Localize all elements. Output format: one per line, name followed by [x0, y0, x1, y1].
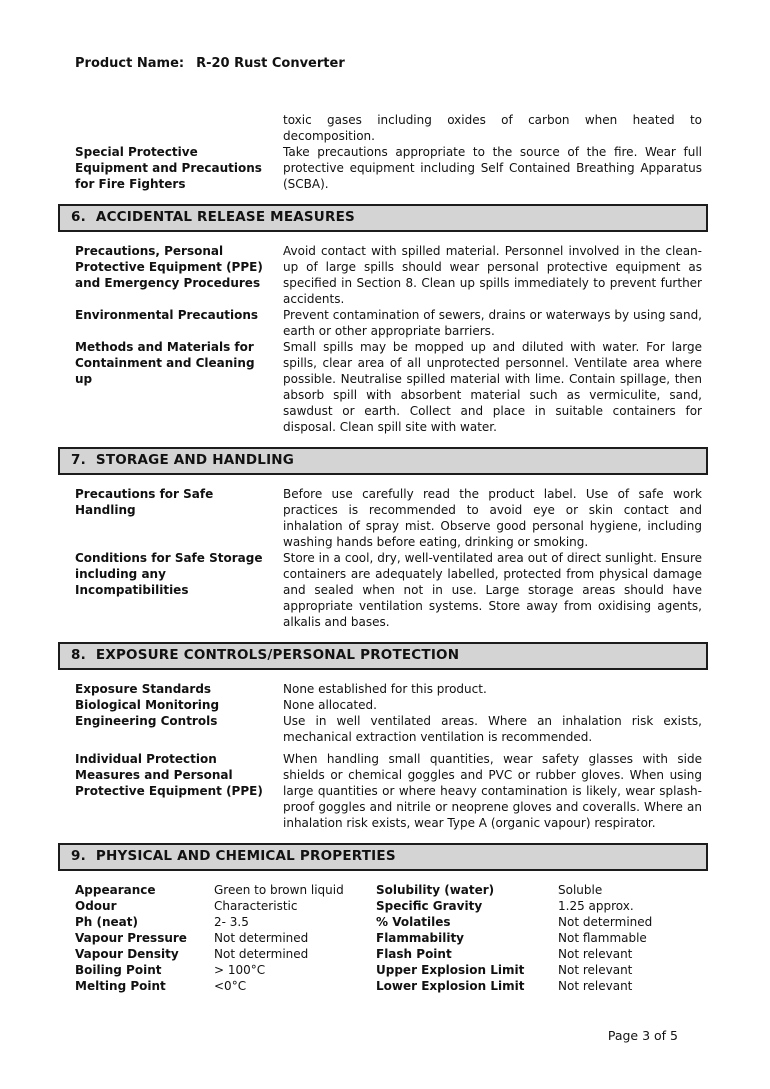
- property-label: Upper Explosion Limit: [376, 963, 525, 977]
- field-label: Methods and Materials for Containment and Cleaning up: [75, 340, 255, 386]
- section-heading: [58, 447, 708, 475]
- field-label: Engineering Controls: [75, 714, 218, 728]
- property-row: [58, 946, 708, 962]
- section-heading: [58, 204, 708, 232]
- field-row: [58, 713, 708, 745]
- field-label: Special Protective Equipment and Precautions for Fire Fighters: [75, 145, 262, 191]
- section-title: ACCIDENTAL RELEASE MEASURES: [95, 209, 355, 225]
- property-label: Odour: [75, 899, 117, 913]
- property-value: Not flammable: [558, 931, 647, 945]
- sections-container: [58, 204, 708, 831]
- section-number: 7.: [71, 452, 86, 468]
- field-value: Use in well ventilated areas. Where an inhalation risk exists, mechanical extraction ventilation is recommended.: [283, 714, 702, 744]
- field-value: Prevent contamination of sewers, drains or waterways by using sand, earth or other appropriate barriers.: [283, 308, 702, 338]
- field-label: [75, 112, 283, 144]
- field-row: [58, 751, 708, 831]
- property-value: Soluble: [558, 883, 603, 897]
- property-label: Vapour Pressure: [75, 931, 187, 945]
- section-body: [58, 681, 708, 831]
- field-row: [58, 112, 708, 144]
- field-value: Store in a cool, dry, well-ventilated area out of direct sunlight. Ensure containers are adequately labelled, protected from physical damage and sealed when not in use. Large storage areas should have appropriate ventilation systems. Store away from oxidising agents, alkalis and bases.: [283, 551, 702, 629]
- property-label: Melting Point: [75, 979, 166, 993]
- section-heading: [58, 843, 708, 871]
- property-label: % Volatiles: [376, 915, 451, 929]
- section-body: [58, 243, 708, 435]
- field-label: Precautions for Safe Handling: [75, 487, 214, 517]
- property-label: Flash Point: [376, 947, 452, 961]
- field-label: Precautions, Personal Protective Equipment (PPE) and Emergency Procedures: [75, 244, 263, 290]
- physical-chemical-properties: [58, 843, 708, 994]
- section-title: STORAGE AND HANDLING: [95, 452, 295, 468]
- field-row: [58, 307, 708, 339]
- page-content: [58, 0, 708, 994]
- field-row: [58, 243, 708, 307]
- property-label: Ph (neat): [75, 915, 138, 929]
- property-label: Solubility (water): [376, 883, 495, 897]
- property-value: Not relevant: [558, 979, 633, 993]
- field-value: Avoid contact with spilled material. Personnel involved in the clean-up of large spills should wear personal protective equipment as specified in Section 8. Clean up spills immediately to prevent further accidents.: [283, 244, 702, 306]
- field-value: None established for this product.: [283, 682, 487, 696]
- field-row: [58, 550, 708, 630]
- field-row: [58, 144, 708, 192]
- property-row: [58, 962, 708, 978]
- product-name-line: [58, 56, 708, 72]
- property-row: [58, 978, 708, 994]
- property-value: Not relevant: [558, 963, 633, 977]
- section-body: [58, 486, 708, 630]
- field-value: Small spills may be mopped up and diluted with water. For large spills, clear area of all unprotected personnel. Ventilate area where possible. Neutralise spilled material with lime. Contain spillage, then absorb spill with absorbent material such as vermiculite, sand, sawdust or earth. Collect and place in suitable containers for disposal. Clean spill site with water.: [283, 340, 702, 434]
- section-number: 6.: [71, 209, 86, 225]
- page-number: Page 3 of 5: [607, 1028, 678, 1043]
- field-row: [58, 697, 708, 713]
- section-number: 9.: [71, 848, 86, 864]
- property-value: Not relevant: [558, 947, 633, 961]
- property-value: 1.25 approx.: [558, 899, 634, 913]
- property-label: Specific Gravity: [376, 899, 483, 913]
- field-label: Conditions for Safe Storage including any Incompatibilities: [75, 551, 263, 597]
- field-value: Before use carefully read the product label. Use of safe work practices is recommended to avoid eye or skin contact and inhalation of spray mist. Observe good personal hygiene, including washing hands before eating, drinking or smoking.: [283, 487, 702, 549]
- field-value: Take precautions appropriate to the source of the fire. Wear full protective equipment including Self Contained Breathing Apparatus (SCBA).: [283, 145, 702, 191]
- property-value: > 100°C: [214, 963, 266, 977]
- property-row: [58, 930, 708, 946]
- section-title: PHYSICAL AND CHEMICAL PROPERTIES: [95, 848, 396, 864]
- field-label: Individual Protection Measures and Personal Protective Equipment (PPE): [75, 752, 263, 798]
- property-value: <0°C: [214, 979, 247, 993]
- field-row: [58, 486, 708, 550]
- field-row: [58, 339, 708, 435]
- property-label: Flammability: [376, 931, 465, 945]
- property-value: Not determined: [558, 915, 653, 929]
- field-value: None allocated.: [283, 698, 377, 712]
- property-value: Not determined: [214, 931, 309, 945]
- field-value: toxic gases including oxides of carbon when heated to decomposition.: [283, 113, 702, 143]
- property-value: Not determined: [214, 947, 309, 961]
- property-label: Appearance: [75, 883, 156, 897]
- product-name-value: R-20 Rust Converter: [196, 56, 345, 71]
- property-row: [58, 914, 708, 930]
- section-5-continuation: [58, 112, 708, 192]
- property-label: Boiling Point: [75, 963, 162, 977]
- field-label: Environmental Precautions: [75, 308, 259, 322]
- field-row: [58, 681, 708, 697]
- property-label: Vapour Density: [75, 947, 179, 961]
- property-value: 2- 3.5: [214, 915, 249, 929]
- properties-table: [58, 882, 708, 994]
- property-row: [58, 898, 708, 914]
- section-heading: [58, 642, 708, 670]
- section-number: 8.: [71, 647, 86, 663]
- field-label: Biological Monitoring: [75, 698, 220, 712]
- property-label: Lower Explosion Limit: [376, 979, 525, 993]
- field-label: Exposure Standards: [75, 682, 212, 696]
- field-value: When handling small quantities, wear safety glasses with side shields or chemical goggles and PVC or rubber gloves. When using large quantities or where heavy contamination is likely, wear splash-proof goggles and nitrile or neoprene gloves and coveralls. Where an inhalation risk exists, wear Type A (organic vapour) respirator.: [283, 752, 702, 830]
- property-value: Green to brown liquid: [214, 883, 344, 897]
- property-row: [58, 882, 708, 898]
- property-value: Characteristic: [214, 899, 298, 913]
- section-title: EXPOSURE CONTROLS/PERSONAL PROTECTION: [95, 647, 460, 663]
- product-name-label: Product Name:: [75, 56, 185, 71]
